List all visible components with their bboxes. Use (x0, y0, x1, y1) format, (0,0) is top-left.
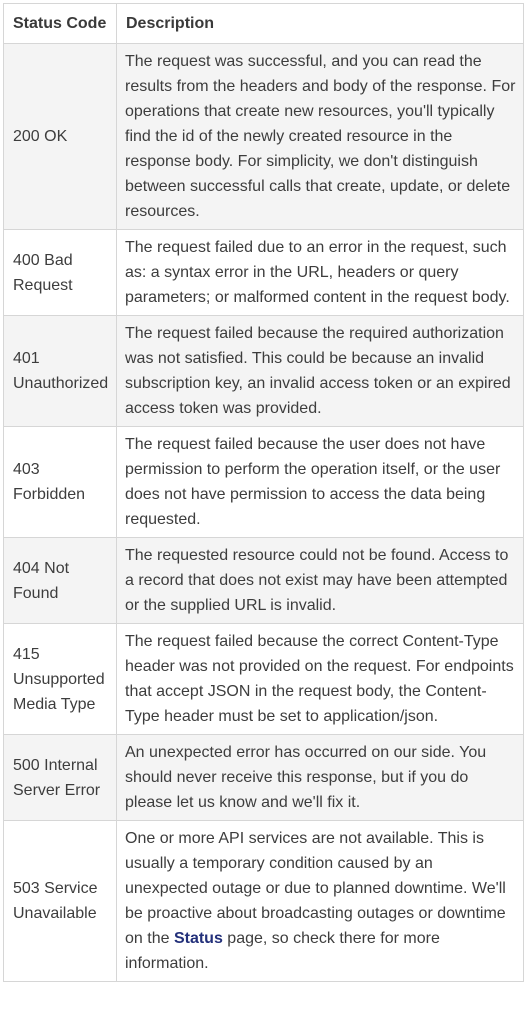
status-code-cell: 200 OK (4, 44, 117, 230)
table-row (4, 624, 524, 735)
status-code-table (3, 3, 524, 982)
description-cell (117, 821, 524, 982)
description-header: Description (117, 4, 524, 44)
table-row (4, 230, 524, 316)
description-cell: The request was successful, and you can read the results from the headers and body of the response. For operations that create new resources, you'll typically find the id of the newly created resource in the response body. For simplicity, we don't distinguish between successful calls that create, update, or delete resources. (117, 44, 524, 230)
status-page-link[interactable]: Status (173, 930, 223, 947)
table-row (4, 735, 524, 821)
status-code-cell: 400 Bad Request (4, 230, 117, 316)
table-row (4, 538, 524, 624)
status-code-cell: 415 Unsupported Media Type (4, 624, 117, 735)
table-row (4, 821, 524, 982)
table-row (4, 316, 524, 427)
table-header (4, 4, 524, 44)
status-code-cell: 500 Internal Server Error (4, 735, 117, 821)
table-row (4, 427, 524, 538)
table-body (4, 44, 524, 982)
description-cell: The request failed because the correct Content-Type header was not provided on the request. For endpoints that accept JSON in the request body, the Content-Type header must be set to application/json. (117, 624, 524, 735)
status-code-cell: 403 Forbidden (4, 427, 117, 538)
table-row (4, 44, 524, 230)
status-code-cell: 503 Service Unavailable (4, 821, 117, 982)
description-text-before: One or more API services are not available. This is usually a temporary condition caused by an unexpected outage or due to planned downtime. We'll be proactive about broadcasting outages or downtime on the (125, 830, 506, 947)
description-text-after: page, so check there for more information. (125, 930, 440, 972)
description-cell: An unexpected error has occurred on our side. You should never receive this response, but if you do please let us know and we'll fix it. (117, 735, 524, 821)
status-code-cell: 401 Unauthorized (4, 316, 117, 427)
status-code-cell: 404 Not Found (4, 538, 117, 624)
description-cell: The request failed due to an error in the request, such as: a syntax error in the URL, headers or query parameters; or malformed content in the request body. (117, 230, 524, 316)
table-header-row (4, 4, 524, 44)
description-cell: The requested resource could not be found. Access to a record that does not exist may have been attempted or the supplied URL is invalid. (117, 538, 524, 624)
description-cell: The request failed because the required authorization was not satisfied. This could be because an invalid subscription key, an invalid access token or an expired access token was provided. (117, 316, 524, 427)
description-cell: The request failed because the user does not have permission to perform the operation itself, or the user does not have permission to access the data being requested. (117, 427, 524, 538)
status-code-header: Status Code (4, 4, 117, 44)
